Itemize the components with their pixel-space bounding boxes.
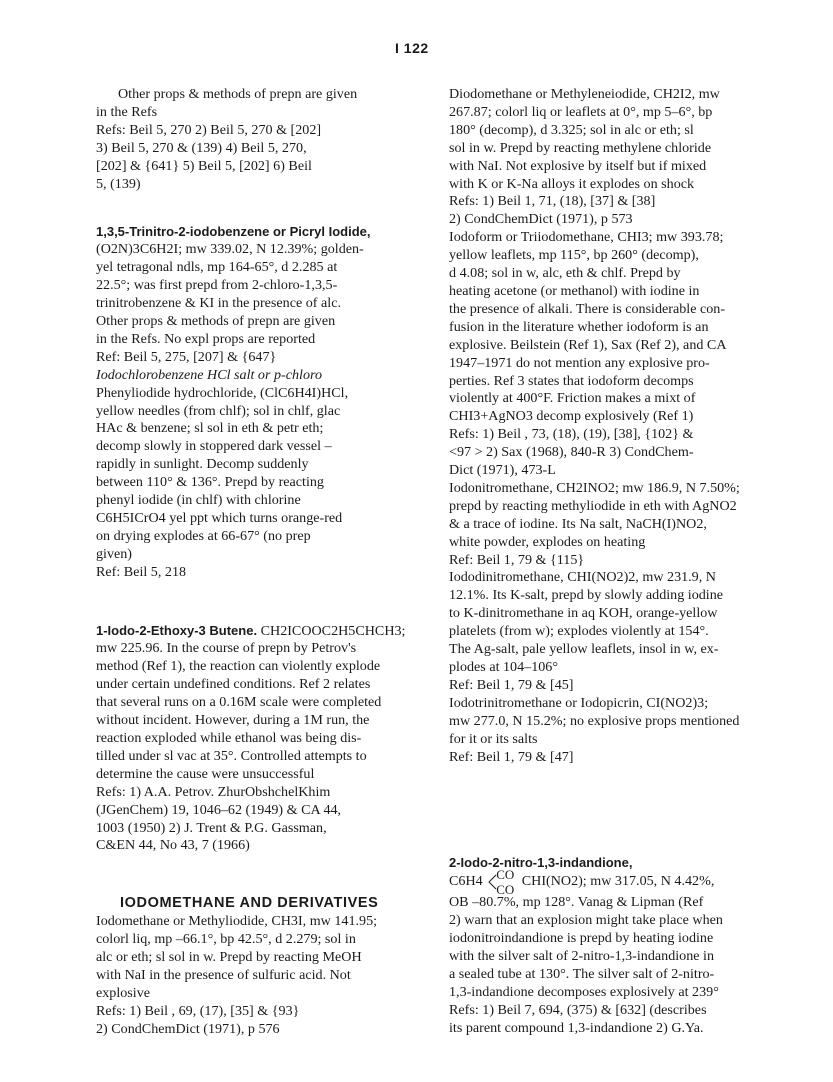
text-line: its parent compound 1,3-indandione 2) G.Ya. xyxy=(449,1019,704,1036)
refs-line: Refs: 1) Beil , 73, (18), (19), [38], {102} & xyxy=(449,426,694,443)
text-line: 2) warn that an explosion might take place when xyxy=(449,912,723,929)
text-line: CHI3+AgNO3 decomp explosively (Ref 1) xyxy=(449,408,694,425)
left-column xyxy=(96,86,406,1039)
text-line: with NaI in the presence of sulfuric acid. Not xyxy=(96,966,351,983)
text-line: given) xyxy=(96,545,133,562)
text-line: a sealed tube at 130°. The silver salt of 2-nitro- xyxy=(449,965,715,982)
refs-line: Refs: 1) Beil 7, 694, (375) & [632] (describes xyxy=(449,1001,707,1018)
refs-line: Refs: 1) Beil 1, 71, (18), [37] & [38] xyxy=(449,193,656,210)
formula-prefix: C6H4 xyxy=(449,873,483,890)
ref-line: Ref: Beil 5, 275, [207] & {647} xyxy=(96,348,277,365)
text-line: in the Refs. No expl props are reported xyxy=(96,330,316,347)
text-line: OB –80.7%, mp 128°. Vanag & Lipman (Ref xyxy=(449,894,704,911)
text-line: tilled under sl vac at 35°. Controlled attempts to xyxy=(96,747,367,764)
text-line: Iodonitromethane, CH2INO2; mw 186.9, N 7.50%; xyxy=(449,479,740,496)
text-line: explosive xyxy=(96,984,151,1001)
ref-line: Ref: Beil 1, 79 & [47] xyxy=(449,748,574,765)
iodo-nitro-indandione-entry xyxy=(449,854,797,1037)
text-line: that several runs on a 0.16M scale were completed xyxy=(96,694,382,711)
text-line: between 110° & 136°. Prepd by reacting xyxy=(96,474,324,491)
text-line: platelets (from w); explodes violently at 154°. xyxy=(449,623,709,640)
text-line: colorl liq, mp –66.1°, bp 42.5°, d 2.279; sol in xyxy=(96,931,356,948)
text-line: heating acetone (or methanol) with iodine in xyxy=(449,282,700,299)
text-line: Dict (1971), 473-L xyxy=(449,462,556,479)
text-line: Diodomethane or Methyleneiodide, CH2I2, mw xyxy=(449,86,720,102)
text-line: Other props & methods of prepn are given xyxy=(96,312,336,329)
text-line: fusion in the literature whether iodoform is an xyxy=(449,318,709,335)
text-line: to K-dinitromethane in aq KOH, orange-yellow xyxy=(449,605,718,622)
text-line: with NaI. Not explosive by itself but if mixed xyxy=(449,157,707,174)
entry-heading: 1,3,5-Trinitro-2-iodobenzene or Picryl Iodide, xyxy=(96,224,371,240)
text-line: Iodochlorobenzene HCl salt or p-chloro xyxy=(96,366,322,383)
refs-line: Refs: Beil 5, 270 2) Beil 5, 270 & [202] xyxy=(96,121,322,138)
right-column xyxy=(449,86,797,1038)
text-line: under certain undefined conditions. Ref 2 relates xyxy=(96,676,371,693)
intro-paragraph xyxy=(96,86,394,193)
text-line: alc or eth; sl sol in w. Prepd by reacting MeOH xyxy=(96,949,362,966)
text-line: 3) Beil 5, 270 & (139) 4) Beil 5, 270, xyxy=(96,139,307,156)
text-line: the presence of alkali. There is considerable con- xyxy=(449,300,726,317)
text-line: (O2N)3C6H2I; mw 339.02, N 12.39%; golden- xyxy=(96,241,364,258)
text-line: yellow leaflets, mp 115°, bp 260° (decomp), xyxy=(449,247,699,264)
carbonyl-bracket xyxy=(486,867,518,898)
text-line: 1947–1971 do not mention any explosive pro- xyxy=(449,354,710,371)
structural-formula xyxy=(449,867,797,898)
text-line: yel tetragonal ndls, mp 164-65°, d 2.285 at xyxy=(96,259,338,276)
text-line: determine the cause were unsuccessful xyxy=(96,765,315,782)
text-line: 12.1%. Its K-salt, prepd by slowly adding iodine xyxy=(449,587,724,604)
text-line: for it or its salts xyxy=(449,730,538,747)
text-line: with K or K-Na alloys it explodes on shock xyxy=(449,175,695,192)
iododinitromethane-entry xyxy=(449,569,797,694)
text-line: 1,3-indandione decomposes explosively at 239° xyxy=(449,983,719,1000)
text-line: <97 > 2) Sax (1968), 840-R 3) CondChem- xyxy=(449,444,694,461)
text-line: explosive. Beilstein (Ref 1), Sax (Ref 2), and CA xyxy=(449,336,727,353)
iodomethane-section xyxy=(96,895,394,1038)
formula-bottom: CO xyxy=(496,882,515,898)
text-line: iodonitroindandione is prepd by heating iodine xyxy=(449,930,714,947)
text-line: reaction exploded while ethanol was being dis- xyxy=(96,730,362,746)
text-line: in the Refs xyxy=(96,103,158,120)
text-line: Iodoform or Triiodomethane, CHI3; mw 393.78; xyxy=(449,229,724,246)
text-line: 5, (139) xyxy=(96,175,141,192)
text-line: 2) CondChemDict (1971), p 576 xyxy=(96,1020,280,1037)
text-line: Iodotrinitromethane or Iodopicrin, CI(NO2)3; xyxy=(449,694,709,711)
text-line: 22.5°; was first prepd from 2-chloro-1,3,5- xyxy=(96,277,338,294)
iodonitromethane-entry xyxy=(449,480,797,570)
text-line: C&EN 44, No 43, 7 (1966) xyxy=(96,837,250,854)
text-line: with the silver salt of 2-nitro-1,3-indandione in xyxy=(449,948,714,965)
text-line: 267.87; colorl liq or leaflets at 0°, mp 5–6°, bp xyxy=(449,103,713,120)
text-line: on drying explodes at 66-67° (no prep xyxy=(96,527,311,544)
text-line: mw 225.96. In the course of prepn by Petrov's xyxy=(96,640,357,657)
text-line: 1003 (1950) 2) J. Trent & P.G. Gassman, xyxy=(96,819,327,836)
refs-line: Refs: 1) Beil , 69, (17), [35] & {93} xyxy=(96,1002,300,1019)
text-line: HAc & benzene; sl sol in eth & petr eth; xyxy=(96,420,324,437)
text-line: sol in w. Prepd by reacting methylene chloride xyxy=(449,139,712,156)
iodo-ethoxy-butene-entry xyxy=(96,622,406,856)
iodoform-entry xyxy=(449,229,797,480)
text-line: Phenyliodide hydrochloride, (ClC6H4I)HCl, xyxy=(96,384,349,401)
formula-suffix: CHI(NO2); mw 317.05, N 4.42%, xyxy=(521,873,715,890)
text-line: yellow needles (from chlf); sol in chlf, glac xyxy=(96,402,341,419)
text-line: violently at 400°F. Friction makes a mixt of xyxy=(449,390,696,407)
text-line: The Ag-salt, pale yellow leaflets, insol in w, ex- xyxy=(449,641,719,658)
entry-heading: 2-Iodo-2-nitro-1,3-indandione, xyxy=(449,855,633,871)
iodopicrin-entry xyxy=(449,695,797,767)
text-line: (JGenChem) 19, 1046–62 (1949) & CA 44, xyxy=(96,801,342,818)
text-line: rapidly in sunlight. Decomp suddenly xyxy=(96,456,309,473)
text-line: Other props & methods of prepn are given xyxy=(118,86,358,102)
formula-top: CO xyxy=(496,867,515,883)
text-line: 180° (decomp), d 3.325; sol in alc or eth; sl xyxy=(449,121,694,138)
text-line: [202] & {641} 5) Beil 5, [202] 6) Beil xyxy=(96,157,312,174)
picryl-iodide-entry xyxy=(96,223,394,581)
ref-line: Ref: Beil 5, 218 xyxy=(96,563,187,580)
heading-formula: CH2ICOOC2H5CHCH3; xyxy=(260,622,406,639)
diiodomethane-entry xyxy=(449,86,797,229)
text-line: prepd by reacting methyliodide in eth with AgNO2 xyxy=(449,497,737,514)
text-line: perties. Ref 3 states that iodoform decomps xyxy=(449,372,694,389)
text-line: mw 277.0, N 15.2%; no explosive props mentioned xyxy=(449,712,740,729)
text-line: 2) CondChemDict (1971), p 573 xyxy=(449,211,633,228)
text-line: Iodomethane or Methyliodide, CH3I, mw 141.95; xyxy=(96,913,378,930)
text-line: trinitrobenzene & KI in the presence of alc. xyxy=(96,295,341,312)
text-line: plodes at 104–106° xyxy=(449,659,558,675)
section-heading: IODOMETHANE AND DERIVATIVES xyxy=(120,895,379,912)
page-number: I 122 xyxy=(395,40,429,56)
entry-heading: 1-Iodo-2-Ethoxy-3 Butene. xyxy=(96,622,258,638)
refs-line: Refs: 1) A.A. Petrov. ZhurObshchelKhim xyxy=(96,783,331,800)
ref-line: Ref: Beil 1, 79 & {115} xyxy=(449,551,585,568)
ref-line: Ref: Beil 1, 79 & [45] xyxy=(449,676,574,693)
text-line: Iododinitromethane, CHI(NO2)2, mw 231.9, N xyxy=(449,569,716,586)
text-line: method (Ref 1), the reaction can violently explode xyxy=(96,658,381,675)
text-line: & a trace of iodine. Its Na salt, NaCH(I)NO2, xyxy=(449,515,707,532)
text-line: phenyl iodide (in chlf) with chlorine xyxy=(96,492,301,509)
text-line: C6H5ICrO4 yel ppt which turns orange-red xyxy=(96,509,343,526)
text-line: d 4.08; sol in w, alc, eth & chlf. Prepd by xyxy=(449,265,681,282)
text-line: without incident. However, during a 1M run, the xyxy=(96,712,370,729)
text-line: white powder, explodes on heating xyxy=(449,533,646,550)
text-line: decomp slowly in stoppered dark vessel – xyxy=(96,438,332,455)
